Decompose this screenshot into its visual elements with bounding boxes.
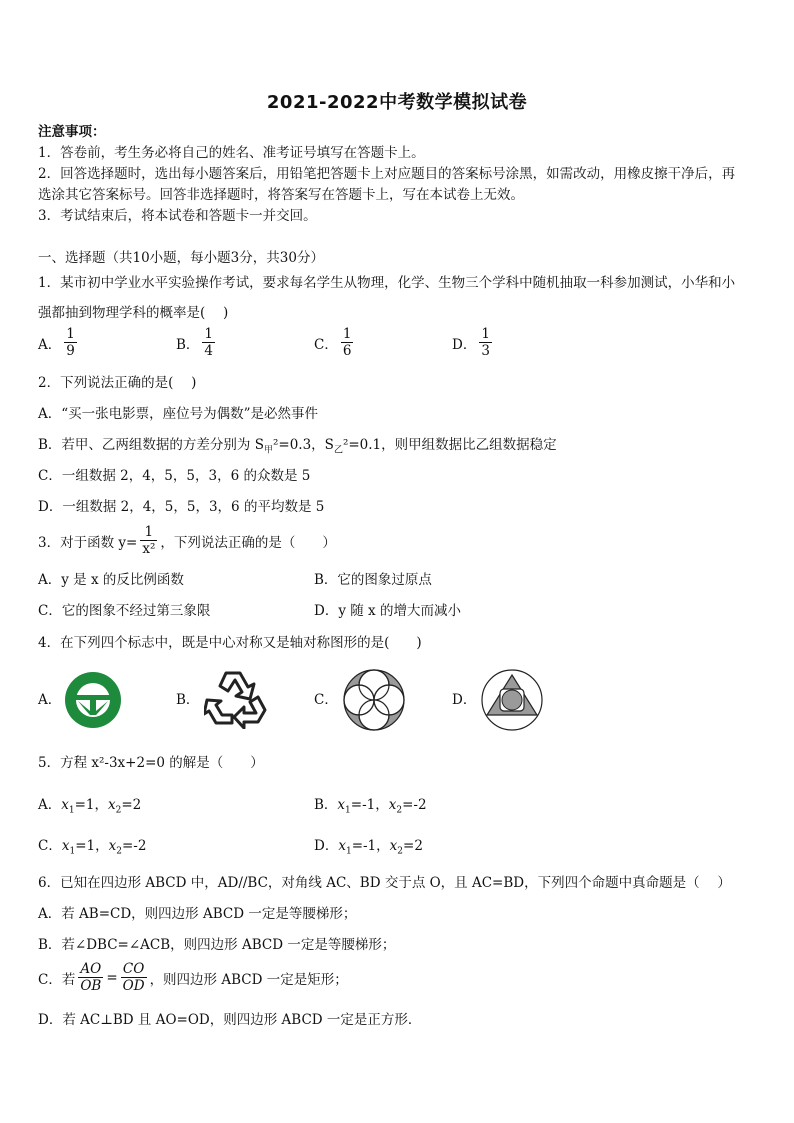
q1-option-a[interactable]: A． $\frac{1}{9}$ <box>38 326 75 359</box>
q5-stem: 5．方程 x²-3x+2=0 的解是（ ） <box>38 755 264 771</box>
q3-option-a[interactable]: A．y 是 x 的反比例函数 <box>38 572 184 588</box>
q5-option-d[interactable]: D．$x_1=-1$，$x_2=2$ <box>314 838 423 857</box>
q1-stem-line1: 1．某市初中学业水平实验操作考试，要求每名学生从物理，化学、生物三个学科中随机抽取一科参加测试，小华和小 <box>38 275 736 291</box>
q2-option-d[interactable]: D．一组数据 2，4，5，5，3，6 的平均数是 5 <box>38 499 325 515</box>
q1-option-b-fraction: $\frac{1}{4}$ <box>204 326 214 359</box>
q6-option-d[interactable]: D．若 AC⊥BD 且 AO=OD，则四边形 ABCD 一定是正方形． <box>38 1012 422 1028</box>
q2-option-a[interactable]: A．“买一张电影票，座位号为偶数”是必然事件 <box>38 406 319 422</box>
notice-item-1: 1．答卷前，考生务必将自己的姓名、准考证号填写在答题卡上。 <box>38 145 425 161</box>
q4-option-d-label[interactable]: D． <box>452 692 477 708</box>
section-heading: 一、选择题（共10小题，每小题3分，共30分） <box>38 250 324 266</box>
notice-item-2-cont: 选涂其它答案标号。回答非选择题时，将答案写在答题卡上，写在本试卷上无效。 <box>38 187 524 203</box>
q1-option-a-fraction: $\frac{1}{9}$ <box>66 326 75 359</box>
q3-option-c[interactable]: C．它的图象不经过第三象限 <box>38 603 211 619</box>
q6-fraction-co-od: $\frac{CO}{OD}$ <box>122 961 145 994</box>
q5-option-c[interactable]: C．$x_1=1$，$x_2=-2$ <box>38 838 147 857</box>
q3-stem: 3．对于函数 y= $\frac{1}{\text{x²}}$ ，下列说法正确的是（ ） <box>38 524 336 557</box>
notice-item-2: 2．回答选择题时，选出每小题答案后，用铅笔把答题卡上对应题目的答案标号涂黑，如需改动，用橡皮擦干净后，再 <box>38 166 736 182</box>
q5-option-b[interactable]: B．$x_1=-1$，$x_2=-2$ <box>314 797 427 816</box>
q6-stem: 6．已知在四边形 ABCD 中，AD//BC，对角线 AC、BD 交于点 O，且 AC=BD，下列四个命题中真命题是（ ） <box>38 875 731 891</box>
q1-option-d-fraction: $\frac{1}{3}$ <box>481 326 490 359</box>
notice-heading: 注意事项： <box>38 124 106 140</box>
q4-option-c-label[interactable]: C． <box>314 692 338 708</box>
q2-option-c[interactable]: C．一组数据 2，4，5，5，3，6 的众数是 5 <box>38 468 311 484</box>
page-title: 2021-2022中考数学模拟试卷 <box>266 92 528 113</box>
q1-option-d[interactable]: D． $\frac{1}{3}$ <box>452 326 490 359</box>
q6-option-a[interactable]: A．若 AB=CD，则四边形 ABCD 一定是等腰梯形； <box>38 906 357 922</box>
q4-option-a-label[interactable]: A． <box>38 692 62 708</box>
green-food-logo-icon[interactable] <box>64 671 122 729</box>
four-petal-circle-icon[interactable] <box>342 668 406 732</box>
q2-option-b[interactable]: B．若甲、乙两组数据的方差分别为 $S_甲^2=0.3$，$S_乙^2=0.1$，则甲组数据比乙组数据稳定 <box>38 437 557 456</box>
circle-triangle-square-icon[interactable] <box>480 668 544 732</box>
q2-stem: 2．下列说法正确的是( ) <box>38 375 197 391</box>
q3-option-d[interactable]: D．y 随 x 的增大而减小 <box>314 603 461 619</box>
q6-option-b[interactable]: B．若∠DBC=∠ACB，则四边形 ABCD 一定是等腰梯形； <box>38 937 396 953</box>
q3-function-fraction: $\frac{1}{\text{x²}}$ <box>142 524 156 557</box>
notice-item-3: 3．考试结束后，将本试卷和答题卡一并交回。 <box>38 208 317 224</box>
q1-option-b[interactable]: B． $\frac{1}{4}$ <box>176 326 214 359</box>
q1-stem-line2: 强都抽到物理学科的概率是( ) <box>38 305 229 321</box>
q6-option-c[interactable]: C．若 $\frac{AO}{OB}$ = $\frac{CO}{OD}$ ，则四边形 ABCD 一定是矩形； <box>38 961 348 994</box>
recycle-icon[interactable] <box>204 667 270 729</box>
q3-option-b[interactable]: B．它的图象过原点 <box>314 572 432 588</box>
q6-fraction-ao-ob: $\frac{AO}{OB}$ <box>80 961 102 994</box>
q5-option-a[interactable]: A．$x_1=1$，$x_2=2$ <box>38 797 142 816</box>
q1-option-c[interactable]: C． $\frac{1}{6}$ <box>314 326 352 359</box>
q4-option-b-label[interactable]: B． <box>176 692 200 708</box>
q1-option-c-fraction: $\frac{1}{6}$ <box>342 326 352 359</box>
q4-stem: 4．在下列四个标志中，既是中心对称又是轴对称图形的是( ) <box>38 635 422 651</box>
